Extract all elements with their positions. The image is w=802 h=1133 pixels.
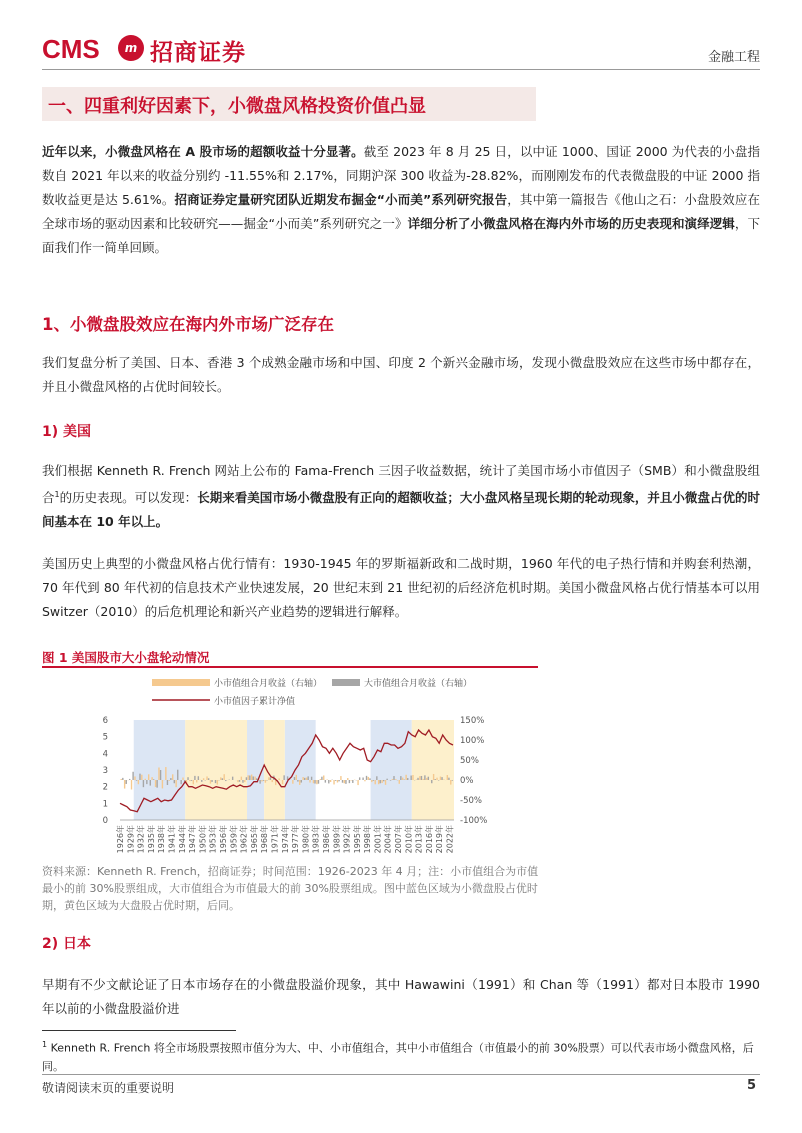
small-cap-return-bar (278, 778, 279, 780)
large-cap-return-bar (153, 779, 154, 780)
large-cap-return-bar (417, 778, 418, 780)
footnote (42, 1036, 760, 1076)
large-cap-return-bar (390, 780, 391, 781)
small-cap-return-bar (237, 780, 238, 782)
small-cap-return-bar (309, 780, 310, 783)
footnote-text: Kenneth R. French 将全市场股票按照市值分为大、中、小市值组合，其中小市值组合（市值最小的前 30%股票）可以代表市场小微盘风格，后同。 (42, 1041, 754, 1073)
large-cap-return-bar (428, 777, 429, 780)
large-cap-return-bar (232, 777, 233, 780)
footer-divider (42, 1074, 760, 1075)
intro-text-3: ，下面我们作一简单回顾。 (42, 216, 760, 255)
small-cap-return-bar (344, 780, 345, 783)
us-size-rotation-chart (42, 670, 542, 860)
small-cap-return-bar (148, 774, 149, 780)
x-axis-tick: 1968年 (260, 825, 270, 854)
small-cap-return-bar (302, 777, 303, 780)
small-cap-return-bar (443, 779, 444, 780)
x-axis-tick: 1932年 (136, 825, 146, 854)
figure-source-note: 资料来源：Kenneth R. French，招商证券；时间范围：1926-2023 年 4 月；注：小市值组合为市值最小的前 30%股票组成，大市值组合为市值最大的前 30%股票组成。图中蓝色区域为小微盘股占优时期，黄色区域为大盘股占优时期，后同。 (42, 865, 539, 912)
large-cap-return-bar (434, 779, 435, 780)
x-axis-tick: 2001年 (373, 825, 383, 854)
large-cap-return-bar (342, 780, 343, 783)
small-cap-return-bar (402, 778, 403, 780)
x-axis-tick: 2007年 (394, 825, 404, 854)
large-cap-return-bar (376, 776, 377, 780)
left-axis-tick: 6 (102, 716, 108, 726)
legend-label-large-bar: 大市值组合月收益（右轴） (364, 679, 473, 689)
x-axis-tick: 1965年 (249, 825, 259, 854)
large-cap-return-bar (338, 780, 339, 781)
x-axis-tick: 2016年 (424, 825, 434, 854)
large-cap-return-bar (307, 776, 308, 780)
small-cap-return-bar (124, 780, 125, 789)
legend-label-line: 小市值因子累计净值 (214, 697, 296, 707)
x-axis-tick: 1989年 (332, 825, 342, 854)
large-cap-return-bar (122, 778, 123, 780)
report-category: 金融工程 (707, 50, 760, 65)
small-cap-return-bar (220, 777, 221, 780)
x-axis-tick: 1944年 (177, 825, 187, 854)
chart-legend (152, 677, 472, 707)
large-cap-return-bar (222, 778, 223, 780)
large-cap-return-bar (438, 780, 439, 781)
x-axis-tick: 2004年 (383, 825, 393, 854)
x-axis-tick: 1959年 (229, 825, 239, 854)
small-cap-return-bar (436, 778, 437, 780)
small-cap-return-bar (175, 780, 176, 787)
small-cap-return-bar (375, 780, 376, 784)
large-cap-return-bar (177, 770, 178, 780)
large-cap-return-bar (156, 780, 157, 788)
large-cap-return-bar (359, 777, 360, 780)
large-cap-return-bar (201, 780, 202, 782)
legend-swatch-small-bar (152, 679, 210, 686)
small-cap-return-bar (151, 777, 152, 780)
small-cap-return-bar (251, 775, 252, 780)
small-cap-return-bar (316, 780, 317, 784)
x-axis-tick: 2022年 (445, 825, 455, 854)
small-cap-return-bar (313, 780, 314, 783)
footnote-ref: 1 (54, 490, 60, 499)
x-axis-tick: 2013年 (414, 825, 424, 854)
large-cap-return-bar (410, 776, 411, 780)
large-cap-return-bar (366, 776, 367, 780)
small-cap-return-bar (162, 780, 163, 788)
small-cap-return-bar (203, 778, 204, 780)
x-axis-tick: 1983年 (311, 825, 321, 854)
logo-cms: CMS (42, 34, 100, 64)
intro-text-2: ，其中第一篇报告《他山之石：小盘股效应在全球市场的驱动因素和比较研究——掘金“小而美”系列研究之一》 (42, 192, 760, 231)
small-cap-return-bar (141, 775, 142, 780)
small-cap-return-bar (254, 777, 255, 780)
small-cap-return-bar (447, 775, 448, 780)
small-cap-return-bar (189, 780, 190, 781)
x-axis-tick: 1962年 (239, 825, 249, 854)
large-cap-return-bar (174, 780, 175, 783)
right-axis-tick: -100% (460, 816, 488, 826)
small-cap-return-bar (368, 777, 369, 780)
large-cap-return-bar (393, 776, 394, 780)
large-cap-return-bar (301, 780, 302, 783)
large-cap-return-bar (239, 780, 240, 782)
small-cap-return-bar (158, 767, 159, 780)
large-cap-return-bar (352, 780, 353, 783)
large-cap-return-bar (126, 780, 127, 784)
small-cap-return-bar (299, 780, 300, 785)
small-cap-return-bar (138, 780, 139, 784)
large-cap-return-bar (431, 780, 432, 783)
small-cap-return-bar (347, 778, 348, 780)
large-cap-return-bar (349, 780, 350, 783)
small-cap-return-bar (292, 780, 293, 784)
large-cap-return-bar (314, 780, 315, 784)
small-cap-return-bar (282, 780, 283, 784)
small-cap-return-bar (272, 780, 273, 782)
small-cap-return-bar (196, 780, 197, 782)
small-cap-return-bar (340, 776, 341, 780)
large-cap-return-bar (170, 778, 171, 780)
small-cap-return-bar (172, 774, 173, 780)
small-cap-return-bar (121, 779, 122, 780)
japan-paragraph: 早期有不少文献论证了日本市场存在的小微盘股溢价现象，其中 Hawawini（1991）和 Chan 等（1991）都对日本股市 1990 年以前的小微盘股溢价进 (42, 977, 760, 1016)
us-paragraph-1 (42, 459, 760, 534)
footnote-divider (42, 1030, 236, 1031)
small-cap-return-bar (426, 778, 427, 780)
left-axis-tick: 4 (102, 749, 108, 760)
small-cap-return-bar (371, 780, 372, 782)
small-cap-return-bar (217, 780, 218, 785)
right-axis-tick: -50% (460, 796, 482, 806)
x-axis-tick: 1953年 (208, 825, 218, 854)
large-cap-return-bar (452, 780, 453, 781)
left-axis-tick: 3 (102, 766, 108, 776)
large-cap-return-bar (139, 774, 140, 780)
header-divider (42, 69, 760, 70)
intro-bold-2: 招商证券定量研究团队近期发布掘金“小而美”系列研究报告 (174, 192, 508, 207)
large-cap-return-bar (160, 770, 161, 780)
small-cap-return-bar (416, 779, 417, 780)
large-cap-return-bar (180, 780, 181, 784)
small-cap-return-bar (296, 775, 297, 780)
small-cap-return-bar (330, 780, 331, 782)
x-axis-tick: 1992年 (342, 825, 352, 854)
logo-mark-icon: m (118, 35, 144, 61)
figure-title: 图 1 美国股市大小盘轮动情况 (42, 650, 210, 665)
us-text-1: 我们根据 Kenneth R. French 网站上公布的 Fama-French 三因子收益数据，统计了美国市场小市值因子（SMB）和小微盘股组合 (42, 463, 760, 506)
large-cap-return-bar (249, 776, 250, 780)
x-axis-tick: 1980年 (301, 825, 311, 854)
large-cap-return-bar (136, 780, 137, 781)
large-cap-return-bar (369, 778, 370, 780)
large-cap-return-bar (424, 775, 425, 780)
figure-title-rule (42, 666, 538, 668)
footnote-mark: 1 (42, 1040, 48, 1049)
x-axis-tick: 1929年 (126, 825, 136, 854)
small-cap-return-bar (155, 780, 156, 787)
large-cap-return-bar (335, 780, 336, 781)
large-cap-return-bar (256, 778, 257, 780)
right-axis-tick: 50% (460, 756, 479, 766)
small-cap-return-bar (337, 780, 338, 783)
large-cap-return-bar (253, 776, 254, 780)
small-cap-return-bar (405, 775, 406, 780)
left-axis-tick: 0 (102, 816, 108, 826)
large-cap-return-bar (270, 778, 271, 780)
small-cap-return-bar (241, 777, 242, 780)
small-cap-return-bar (306, 778, 307, 780)
intro-paragraph (42, 140, 760, 260)
small-cap-return-bar (381, 780, 382, 783)
large-cap-return-bar (246, 777, 247, 780)
right-axis-tick: 150% (460, 716, 485, 726)
small-cap-return-bar (395, 779, 396, 780)
section-title: 一、四重利好因素下，小微盘风格投资价值凸显 (48, 96, 426, 117)
intro-text-1: 截至 2023 年 8 月 25 日，以中证 1000、国证 2000 为代表的小盘指数自 2021 年以来的收益分别约 -11.55%和 2.17%，同期沪深 300 收益为-28.82%，而刚刚发布的代表微盘股的中证 2000 指数收益更是达 5.61%。 (42, 144, 760, 207)
left-axis-tick: 1 (102, 799, 108, 810)
small-cap-return-bar (165, 767, 166, 780)
x-axis-tick: 2010年 (404, 825, 414, 854)
large-cap-dominant-region (185, 720, 247, 820)
subsection-1-paragraph: 我们复盘分析了美国、日本、香港 3 个成熟金融市场和中国、印度 2 个新兴金融市场，发现小微盘股效应在这些市场中都存在，并且小微盘风格的占优时间较长。 (42, 355, 760, 394)
japan-title: 2) 日本 (42, 936, 92, 952)
large-cap-return-bar (129, 779, 130, 780)
small-cap-return-bar (182, 778, 183, 780)
large-cap-return-bar (150, 780, 151, 786)
small-cap-return-bar (206, 776, 207, 780)
large-cap-return-bar (362, 778, 363, 780)
large-cap-dominant-region (412, 720, 454, 820)
small-cap-dominant-region (371, 720, 412, 820)
large-cap-return-bar (400, 776, 401, 780)
large-cap-return-bar (187, 777, 188, 780)
large-cap-return-bar (318, 780, 319, 784)
intro-bold-3: 详细分析了小微盘风格在海内外市场的历史表现和演绎逻辑 (407, 216, 735, 231)
small-cap-return-bar (440, 777, 441, 780)
x-axis-tick: 1926年 (116, 825, 125, 854)
large-cap-return-bar (441, 777, 442, 780)
x-axis-tick: 1956年 (218, 825, 228, 854)
large-cap-return-bar (225, 780, 226, 781)
small-cap-return-bar (378, 780, 379, 784)
large-cap-return-bar (311, 777, 312, 780)
small-cap-return-bar (134, 776, 135, 780)
x-axis-tick: 1986年 (321, 825, 331, 854)
right-axis-tick: 0% (460, 776, 474, 786)
small-cap-dominant-region (285, 720, 316, 820)
small-cap-return-bar (131, 780, 132, 790)
large-cap-return-bar (407, 778, 408, 780)
large-cap-return-bar (259, 780, 260, 784)
small-cap-return-bar (333, 780, 334, 784)
small-cap-return-bar (450, 780, 451, 785)
small-cap-return-bar (423, 779, 424, 780)
subsection-1-title: 1、小微盘股效应在海内外市场广泛存在 (42, 315, 334, 334)
large-cap-return-bar (167, 780, 168, 785)
us-bold: 长期来看美国市场小微盘股有正向的超额收益；大小盘风格呈现长期的轮动现象，并且小微盘占优的时间基本在 10 年以上。 (42, 490, 760, 530)
large-cap-return-bar (132, 772, 133, 780)
x-axis-tick: 1941年 (167, 825, 177, 854)
small-cap-return-bar (268, 777, 269, 780)
large-cap-return-bar (304, 778, 305, 780)
small-cap-return-bar (419, 776, 420, 780)
small-cap-return-bar (357, 780, 358, 785)
footer-disclaimer: 敬请阅读末页的重要说明 (42, 1081, 175, 1095)
large-cap-return-bar (386, 779, 387, 780)
large-cap-return-bar (383, 780, 384, 781)
small-cap-return-bar (385, 780, 386, 785)
large-cap-return-bar (297, 780, 298, 782)
small-cap-return-bar (223, 774, 224, 780)
small-cap-return-bar (193, 780, 194, 784)
left-axis-tick: 2 (102, 782, 108, 793)
small-cap-return-bar (433, 774, 434, 780)
x-axis-tick: 1971年 (270, 825, 280, 854)
large-cap-return-bar (448, 778, 449, 780)
x-axis-tick: 2019年 (435, 825, 445, 854)
right-axis-tick: 100% (460, 736, 485, 746)
x-axis-tick: 1947年 (188, 825, 198, 854)
large-cap-return-bar (194, 776, 195, 780)
small-cap-return-bar (351, 780, 352, 781)
small-cap-return-bar (265, 780, 266, 783)
small-cap-return-bar (320, 779, 321, 780)
small-cap-return-bar (248, 775, 249, 780)
small-cap-return-bar (392, 779, 393, 780)
small-cap-return-bar (399, 780, 400, 784)
large-cap-return-bar (380, 780, 381, 783)
large-cap-return-bar (215, 780, 216, 783)
x-axis-tick: 1950年 (198, 825, 208, 854)
small-cap-return-bar (145, 779, 146, 780)
large-cap-return-bar (211, 780, 212, 782)
legend-swatch-large-bar (332, 679, 360, 686)
x-axis-tick: 1938年 (157, 825, 167, 854)
large-cap-return-bar (325, 780, 326, 783)
us-paragraph-2: 美国历史上典型的小微盘风格占优行情有：1930-1945 年的罗斯福新政和二战时期，1960 年代的电子热行情和并购套利热潮，70 年代到 80 年代初的信息技术产业快速发展，20 世纪末到 21 世纪初的后经济危机时期。美国小微盘风格占优行情基本可以用 Switzer（2010）的后危机理论和新兴产业趋势的逻辑进行解释。 (42, 556, 760, 619)
small-cap-return-bar (364, 780, 365, 781)
page-number: 5 (746, 1078, 756, 1093)
small-cap-return-bar (244, 780, 245, 782)
large-cap-return-bar (345, 780, 346, 784)
x-axis-tick: 1998年 (363, 825, 373, 854)
small-cap-return-bar (261, 780, 262, 781)
x-axis-tick: 1977年 (291, 825, 301, 854)
intro-bold-1: 近年以来，小微盘风格在 A 股市场的超额收益十分显著。 (42, 144, 364, 159)
small-cap-return-bar (169, 780, 170, 781)
large-cap-return-bar (198, 776, 199, 780)
large-cap-return-bar (146, 780, 147, 784)
large-cap-return-bar (283, 775, 284, 780)
large-cap-return-bar (321, 777, 322, 780)
small-cap-return-bar (210, 780, 211, 784)
large-cap-return-bar (143, 780, 144, 787)
logo-company-name: 招商证券 (150, 40, 246, 66)
us-title: 1) 美国 (42, 424, 92, 440)
x-axis-tick: 1995年 (352, 825, 362, 854)
large-cap-return-bar (373, 780, 374, 781)
left-axis-tick: 5 (102, 732, 108, 743)
x-axis-tick: 1935年 (146, 825, 156, 854)
small-cap-return-bar (412, 775, 413, 780)
x-axis-tick: 1974年 (280, 825, 290, 854)
large-cap-return-bar (263, 780, 264, 781)
small-cap-return-bar (326, 779, 327, 780)
large-cap-return-bar (294, 777, 295, 780)
large-cap-return-bar (328, 780, 329, 783)
large-cap-return-bar (208, 778, 209, 780)
large-cap-return-bar (191, 780, 192, 781)
large-cap-return-bar (242, 780, 243, 783)
small-cap-return-bar (323, 775, 324, 780)
large-cap-return-bar (421, 776, 422, 780)
legend-label-small-bar: 小市值组合月收益（右轴） (214, 679, 323, 689)
us-text-2: 的历史表现。可以发现： (59, 490, 198, 506)
